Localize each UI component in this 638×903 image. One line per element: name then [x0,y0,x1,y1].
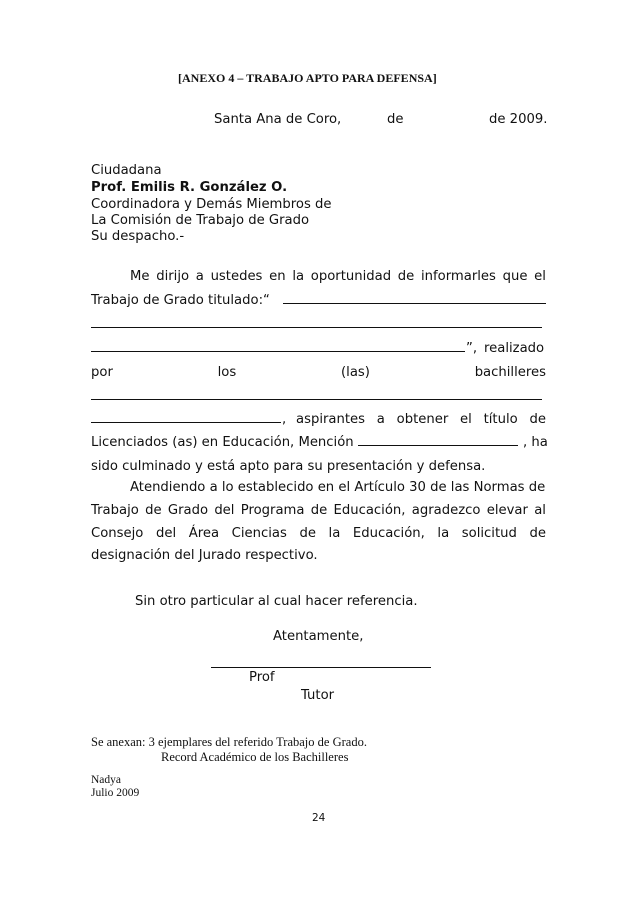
signature-tutor: Tutor [301,688,335,703]
body-p2-line-4: designación del Jurado respectivo. [91,548,318,563]
signature-line [211,658,431,668]
mention-suffix: , ha [523,435,548,450]
annex-line-1: Se anexan: 3 ejemplares del referido Trabajo de Grado. [91,735,367,749]
annex-line-2: Record Académico de los Bachilleres [161,750,349,764]
body-line-7: aspirantes a obtener el título de [296,412,546,427]
annex-title: [ANEXO 4 – TRABAJO APTO PARA DEFENSA] [178,71,437,85]
students-blank-2 [91,413,281,423]
mention-label: Licenciados (as) en Educación, Mención [91,435,354,450]
body-p2-line-2: Trabajo de Grado del Programa de Educación, agradezco elevar al [91,503,546,518]
recipient-salutation: Ciudadana [91,163,162,178]
body-line-9: sido culminado y está apto para su presentación y defensa. [91,459,486,474]
students-blank-1 [91,390,542,400]
closing-atentamente: Atentamente, [273,629,364,644]
body-p2-line-1: Atendiendo a lo establecido en el Artículo 30 de las Normas de [130,480,546,495]
thesis-title-label: Trabajo de Grado titulado:“ [91,293,270,308]
recipient-despacho: Su despacho.- [91,229,185,244]
word-realizado: realizado [484,341,545,356]
thesis-title-blank-3 [91,342,465,352]
recipient-commission: La Comisión de Trabajo de Grado [91,213,310,228]
footer-author: Nadya [91,774,122,786]
mention-blank [358,436,518,446]
recipient-name: Prof. Emilis R. González O. [91,180,288,195]
thesis-title-blank-2 [91,318,542,328]
body-line-1: Me dirijo a ustedes en la oportunidad de informarles que el [130,269,546,284]
dateline-place: Santa Ana de Coro, [214,112,342,127]
page-number: 24 [312,812,326,824]
thesis-title-close-quote: ”, [466,341,478,356]
dateline-year: de 2009. [489,112,548,127]
body-line-2 [91,294,270,307]
body-line-5: por los (las) bachilleres [91,365,546,380]
signature-prof: Prof [249,670,275,685]
footer-date: Julio 2009 [91,787,140,799]
comma-after-students: , [282,412,287,427]
body-p2-line-3: Consejo del Área Ciencias de la Educación, la solicitud de [91,526,546,541]
thesis-title-blank-1 [283,294,546,304]
closing-phrase: Sin otro particular al cual hacer referencia. [135,594,418,609]
recipient-role: Coordinadora y Demás Miembros de [91,197,332,212]
dateline-de: de [387,112,404,127]
